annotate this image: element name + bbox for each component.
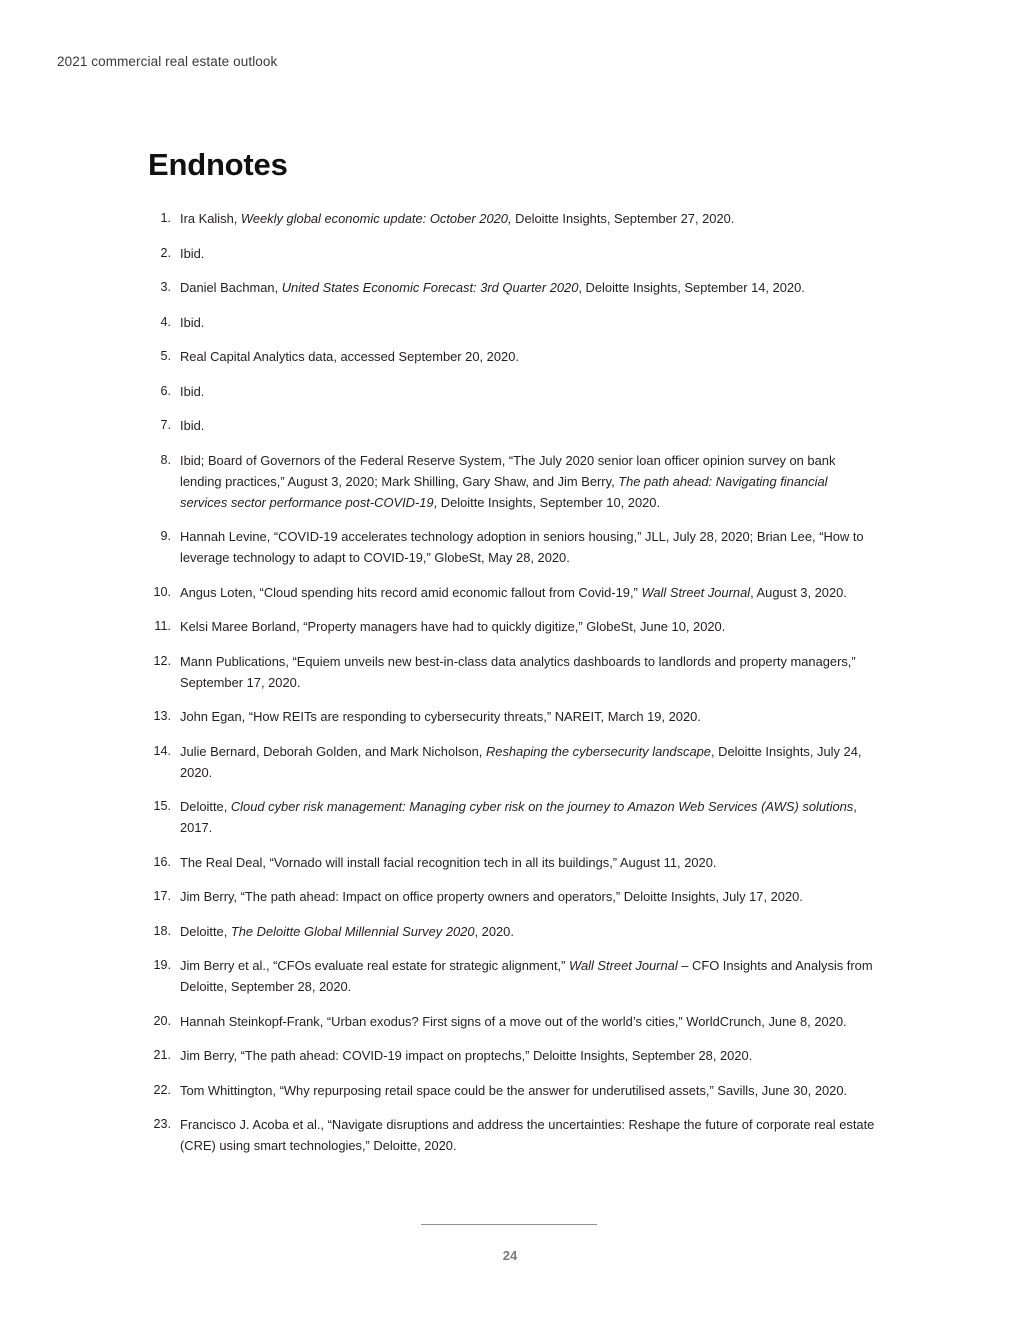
endnote-text: Deloitte, Cloud cyber risk management: Managing cyber risk on the journey to Amazon Web Services (AWS) solutions, 2017. [180,799,857,835]
endnote-text: The Real Deal, “Vornado will install facial recognition tech in all its buildings,” August 11, 2020. [180,854,717,870]
endnote-text: Francisco J. Acoba et al., “Navigate disruptions and address the uncertainties: Reshape the future of corporate real estate (CRE) using smart technologies,” Deloitte, 2020. [180,1117,875,1153]
endnote-number: 16. [153,854,171,869]
endnote-number: 15. [153,799,171,813]
endnote-text: Jim Berry et al., “CFOs evaluate real estate for strategic alignment,” Wall Street Journal – CFO Insights and Analysis from Deloitte, September 28, 2020. [180,958,873,994]
endnote-item [148,955,878,997]
endnote-number: 3. [160,280,171,294]
endnote-item [148,796,878,838]
endnote-number: 11. [154,619,171,633]
endnote-item [148,1045,878,1066]
endnote-text: Julie Bernard, Deborah Golden, and Mark Nicholson, Reshaping the cybersecurity landscape, Deloitte Insights, July 24, 2020. [180,743,862,780]
endnote-item [148,886,878,907]
endnote-item [148,277,878,298]
endnote-number: 14. [153,743,171,758]
endnote-text: Daniel Bachman, United States Economic Forecast: 3rd Quarter 2020, Deloitte Insights, September 14, 2020. [180,280,805,295]
endnote-item [148,243,878,264]
endnote-number: 8. [160,452,171,467]
endnote-item [148,1011,878,1032]
endnote-text: Ibid; Board of Governors of the Federal Reserve System, “The July 2020 senior loan officer opinion survey on bank lending practices,” August 3, 2020; Mark Shilling, Gary Shaw, and Jim Berry, The path ahead: Navigating financial services sector performance post-COVID-19, Deloitte Insights, September 10, 2020. [180,452,836,510]
endnote-text: Kelsi Maree Borland, “Property managers have had to quickly digitize,” GlobeSt, June 10, 2020. [180,619,726,634]
endnote-item [148,582,878,603]
endnote-text: Tom Whittington, “Why repurposing retail space could be the answer for underutilised assets,” Savills, June 30, 2020. [180,1082,848,1098]
endnote-number: 19. [153,958,171,972]
endnote-number: 4. [160,314,171,329]
endnote-item [148,1114,878,1156]
endnote-text: Deloitte, The Deloitte Global Millennial Survey 2020, 2020. [180,923,514,939]
endnote-item [148,1080,878,1101]
endnote-item [148,526,878,568]
endnote-item [148,651,878,693]
endnote-text: Mann Publications, “Equiem unveils new best-in-class data analytics dashboards to landlords and property managers,” September 17, 2020. [180,653,856,690]
endnote-item [148,415,878,436]
endnote-text: Jim Berry, “The path ahead: COVID-19 impact on proptechs,” Deloitte Insights, September 28, 2020. [180,1048,753,1063]
endnote-text: Hannah Steinkopf-Frank, “Urban exodus? First signs of a move out of the world’s cities,” WorldCrunch, June 8, 2020. [180,1013,847,1029]
endnote-text: Ibid. [180,383,205,399]
endnote-number: 5. [160,349,171,363]
endnote-text: Ibid. [180,314,205,330]
endnote-number: 2. [160,245,171,260]
endnote-number: 1. [160,211,171,225]
endnote-text: Real Capital Analytics data, accessed September 20, 2020. [180,349,519,364]
endnote-number: 12. [153,653,171,668]
endnote-item [148,706,878,727]
footer-divider [421,1224,597,1225]
endnote-item [148,616,878,637]
endnote-item [148,852,878,873]
endnote-text: Ira Kalish, Weekly global economic update: October 2020, Deloitte Insights, September 27, 2020. [180,211,735,226]
page-number: 24 [502,1248,518,1263]
endnote-number: 10. [153,584,171,599]
endnote-item [148,346,878,367]
endnotes-list [148,208,878,1170]
endnote-number: 6. [160,383,171,398]
endnote-number: 13. [153,709,171,723]
endnote-text: John Egan, “How REITs are responding to cybersecurity threats,” NAREIT, March 19, 2020. [180,709,701,724]
endnote-text: Angus Loten, “Cloud spending hits record amid economic fallout from Covid-19,” Wall Street Journal, August 3, 2020. [180,584,847,600]
endnote-item [148,921,878,942]
page-title: Endnotes [148,146,288,182]
endnote-number: 17. [153,889,171,903]
endnote-text: Ibid. [180,245,205,261]
endnote-number: 9. [160,529,171,543]
endnote-number: 20. [153,1013,171,1028]
endnote-number: 7. [160,418,171,432]
endnote-text: Ibid. [180,418,205,433]
endnote-number: 22. [153,1082,171,1097]
endnote-item [148,450,878,513]
endnote-text: Jim Berry, “The path ahead: Impact on office property owners and operators,” Deloitte Insights, July 17, 2020. [180,889,803,904]
endnote-number: 21. [153,1048,171,1062]
endnote-text: Hannah Levine, “COVID-19 accelerates technology adoption in seniors housing,” JLL, July 28, 2020; Brian Lee, “How to leverage technology to adapt to COVID-19,” GlobeSt, May 28, 2020. [180,529,864,565]
endnote-number: 23. [153,1117,171,1131]
endnote-item [148,741,878,783]
running-head: 2021 commercial real estate outlook [57,54,278,69]
endnote-item [148,208,878,229]
endnote-number: 18. [153,923,171,938]
endnote-item [148,381,878,402]
endnote-item [148,312,878,333]
